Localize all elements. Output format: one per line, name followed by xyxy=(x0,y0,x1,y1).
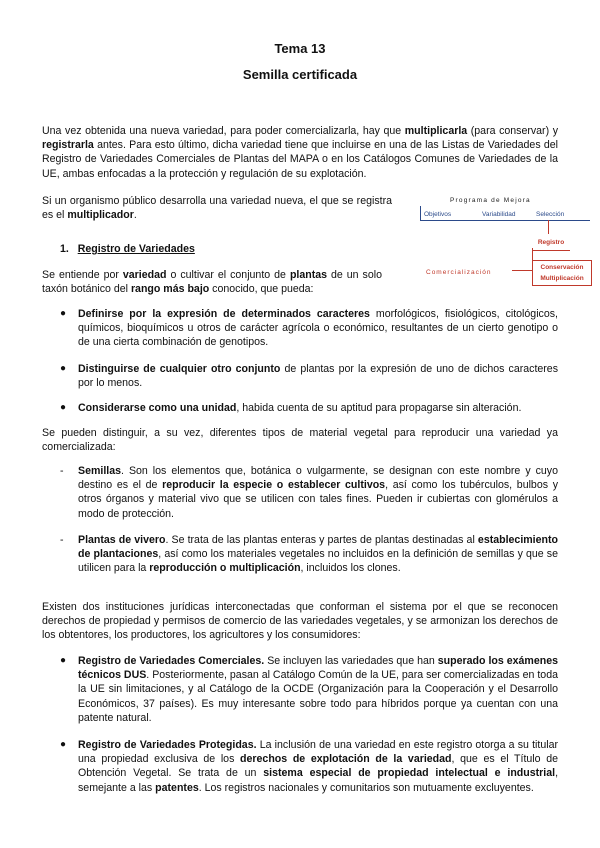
protected-registry: Registro de Variedades Protegidas. La inclusión de una variedad en este registro otorga a su titular una propiedad exclusiva de los derechos de explotación de la variedad, que es el Título de Obtención Vegetal. Se trata de un sistema especial de propiedad intelectual e industrial, semejante a las patentes. Los registros nacionales y comunitarios son mutuamente excluyentes. xyxy=(78,739,559,794)
dash-marker: - xyxy=(60,465,64,477)
bullet-marker: ● xyxy=(60,655,67,666)
material-seeds: Semillas. Son los elementos que, botánica o vulgarmente, se designan con este nombre y cuyo destino es el de reproducir la especie o establecer cultivos, así como los tubérculos, bulbos y otros órganos y material vivo que se utilicen con tales fines. Pueden ir cubiertas con glomérulos a modo de protección. xyxy=(78,465,558,520)
diagram-item-objetivos: Objetivos xyxy=(424,211,452,218)
diagram-conservacion-multiplicacion xyxy=(532,260,592,286)
variety-criterion: Definirse por la expresión de determinados caracteres morfológicos, fisiológicos, citológicos, químicos, bioquímicos u otros de carácter agrícola o económico, resultantes de un cierto genotipo o de una cierta combinación de genotipos. xyxy=(78,308,558,349)
diagram-arrow-line xyxy=(512,270,532,271)
diagram-item-variabilidad: Variabilidad xyxy=(482,211,516,218)
diagram-comercializacion: Comercialización xyxy=(426,269,492,276)
diagram-conservacion: Conservación xyxy=(540,264,584,271)
bullet-marker: ● xyxy=(60,308,67,319)
institutions-paragraph: Existen dos instituciones jurídicas interconectadas que conforman el sistema por el que se reconocen derechos de propiedad y permisos de comercio de las variedades vegetales, y se armonizan los derechos de los obtentores, los productores, los agricultores y los consumidores: xyxy=(42,601,558,642)
material-intro: Se pueden distinguir, a su vez, diferentes tipos de material vegetal para reproducir una variedad ya comercializada: xyxy=(42,427,558,454)
dash-marker: - xyxy=(60,534,64,546)
diagram-registro: Registro xyxy=(532,236,570,251)
public-body-paragraph: Si un organismo público desarrolla una variedad nueva, el que se registra es el multiplicador. xyxy=(42,195,392,222)
section-heading: 1. Registro de Variedades xyxy=(60,243,195,255)
variety-criterion: Distinguirse de cualquier otro conjunto de plantas por la expresión de uno de dichos caracteres por lo menos. xyxy=(78,363,558,390)
diagram-item-seleccion: Selección xyxy=(536,211,565,218)
diagram-steps-row xyxy=(420,206,590,221)
breeding-program-diagram xyxy=(420,190,592,290)
bullet-marker: ● xyxy=(60,363,67,374)
variety-definition: Se entiende por variedad o cultivar el conjunto de plantas de un solo taxón botánico del rango más bajo conocido, que pueda: xyxy=(42,269,382,296)
variety-criterion: Considerarse como una unidad, habida cuenta de su aptitud para propagarse sin alteración. xyxy=(78,402,522,414)
intro-paragraph: Una vez obtenida una nueva variedad, para poder comercializarla, hay que multiplicarla (para conservar) y registrarla antes. Para esto último, dicha variedad tiene que incluirse en una de las Listas de Variedades del Registro de Variedades Comerciales de Plantas del MAPA o en los Catálogos Comunes de Variedades de la UE, ambas enfocadas a la protección y regulación de su explotación. xyxy=(42,125,558,180)
commercial-registry: Registro de Variedades Comerciales. Se incluyen las variedades que han superado los exámenes técnicos DUS. Posteriormente, pasan al Catálogo Común de la UE, para ser comercializadas en toda la UE sin limitaciones, y al Catálogo de la OCDE (Organización para la Cooperación y el Desarrollo Económicos, 37 países). Es muy interesante sobre todo para híbridos porque ya cuentan con una patente natural. xyxy=(78,655,558,724)
diagram-title: Programa de Mejora xyxy=(450,197,531,204)
diagram-multiplicacion: Multiplicación xyxy=(540,275,584,282)
bullet-marker: ● xyxy=(60,739,67,750)
topic-number: Tema 13 xyxy=(274,41,326,56)
diagram-connector xyxy=(548,220,549,234)
page-title: Semilla certificada xyxy=(242,67,358,82)
material-nursery-plants: Plantas de vivero. Se trata de las plantas enteras y partes de plantas destinadas al establecimiento de plantaciones, así como los materiales vegetales no incluidos en la definición de semillas y que se utilicen para la reproducción o multiplicación, incluidos los clones. xyxy=(78,534,558,575)
diagram-separator xyxy=(420,206,421,220)
bullet-marker: ● xyxy=(60,402,67,413)
